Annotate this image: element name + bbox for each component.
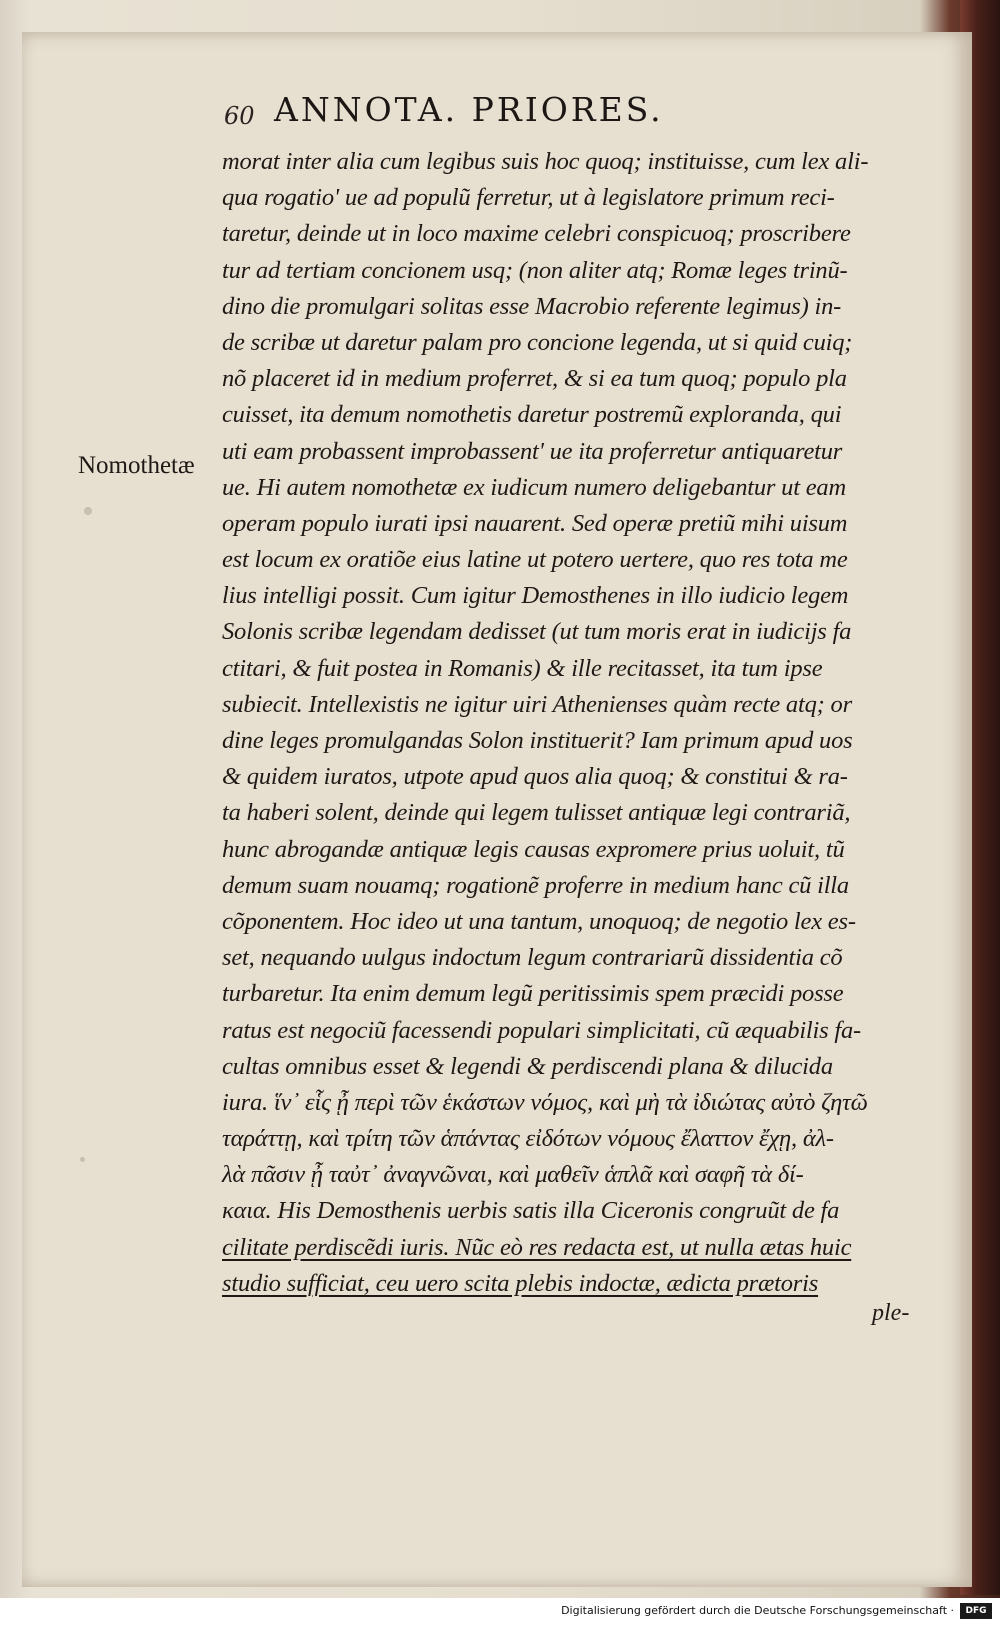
text-line: tur ad tertiam concionem usq; (non aliter atq; Romæ leges trinũ- [222,256,848,284]
text-line: uti eam probassent improbassent' ue ita proferretur antiquaretur [222,437,843,465]
footer-credit: Digitalisierung gefördert durch die Deutsche Forschungsgemeinschaft · [561,1604,954,1617]
text-line: de scribæ ut daretur palam pro concione legenda, ut si quid cuiq; [222,328,853,356]
text-line: qua rogatio' ue ad populũ ferretur, ut à legislatore primum reci- [222,184,835,212]
paper-stain [84,507,92,515]
text-line: cõponentem. Hoc ideo ut una tantum, unoquoq; de negotio lex es- [222,907,856,935]
text-line: Solonis scribæ legendam dedisset (ut tum moris erat in iudicijs fa [222,618,852,646]
text-line: dine leges promulgandas Solon instituerit? Iam primum apud uos [222,727,853,754]
text-line: ratus est negociũ facessendi populari simplicitati, cũ æquabilis fa- [222,1016,862,1044]
text-line: & quidem iuratos, utpote apud quos alia quoq; & constitui & ra- [222,763,848,791]
text-line: taretur, deinde ut in loco maxime celebri conspicuoq; proscribere [222,220,851,248]
text-line: est locum ex oratiõe eius latine ut potero uertere, quo res tota me [222,546,848,574]
underlined-text-line: cilitate perdiscẽdi iuris. Nũc eò res redacta est, ut nulla ætas huic [222,1233,852,1261]
catchword: ple- [872,1300,910,1326]
text-line: hunc abrogandæ antiquæ legis causas expromere prius uoluit, tũ [222,835,845,863]
margin-note: Nomothetæ [78,452,195,479]
text-line: operam populo iurati ipsi nauarent. Sed operæ pretiũ mihi uisum [222,509,848,537]
text-line: cultas omnibus esset & legendi & perdiscendi plana & dilucida [222,1052,833,1080]
page-header [224,90,784,140]
text-line: dino die promulgari solitas esse Macrobio referente legimus) in- [222,292,842,320]
text-line: nõ placeret id in medium proferret, & si ea tum quoq; populo pla [222,365,847,393]
text-line: demum suam nouamq; rogationẽ proferre in medium hanc cũ illa [222,871,849,899]
dfg-logo: DFG [960,1603,992,1619]
greek-text-line: λὰ πᾶσιν ᾖ ταὐτ᾽ ἀναγνῶναι, καὶ μαθεῖν ἁπλᾶ καὶ σαφῆ τὰ δί- [222,1161,804,1189]
body-text [222,144,922,1302]
paper-stain [80,1157,85,1162]
text-line: turbaretur. Ita enim demum legũ peritissimis spem præcidi posse [222,980,844,1008]
text-line: ue. Hi autem nomothetæ ex iudicum numero deligebantur ut eam [222,473,846,501]
text-line: subiecit. Intellexistis ne igitur uiri Athenienses quàm recte atq; or [222,690,852,718]
text-line: καια. His Demosthenis uerbis satis illa Ciceronis congruũt de fa [222,1197,840,1225]
greek-text-line: iura. ἵν᾽ εἷς ᾖ περὶ τῶν ἑκάστων νόμος, καὶ μὴ τὰ ἰδιώτας αὐτὸ ζητῶ [222,1088,868,1116]
page-number: 60 [224,102,255,130]
text-line: set, nequando uulgus indoctum legum contrariarũ dissidentia cõ [222,944,843,972]
text-line: lius intelligi possit. Cum igitur Demosthenes in illo iudicio legem [222,582,849,610]
running-head: ANNOTA. PRIORES. [274,90,664,129]
text-line: morat inter alia cum legibus suis hoc quoq; instituisse, cum lex ali- [222,148,869,175]
text-line: ta haberi solent, deinde qui legem tulisset antiquæ legi contrariã, [222,799,851,827]
text-line: ctitari, & fuit postea in Romanis) & ille recitasset, ita tum ipse [222,654,823,682]
text-line: cuisset, ita demum nomothetis daretur postremũ exploranda, qui [222,401,842,429]
digitization-footer [0,1598,1000,1627]
underlined-text-line: studio sufficiat, ceu uero scita plebis indoctæ, ædicta prætoris [222,1269,819,1297]
greek-text-line: ταράττῃ, καὶ τρίτη τῶν ἁπάντας εἰδότων νόμους ἔλαττον ἔχῃ, ἀλ- [222,1125,834,1153]
